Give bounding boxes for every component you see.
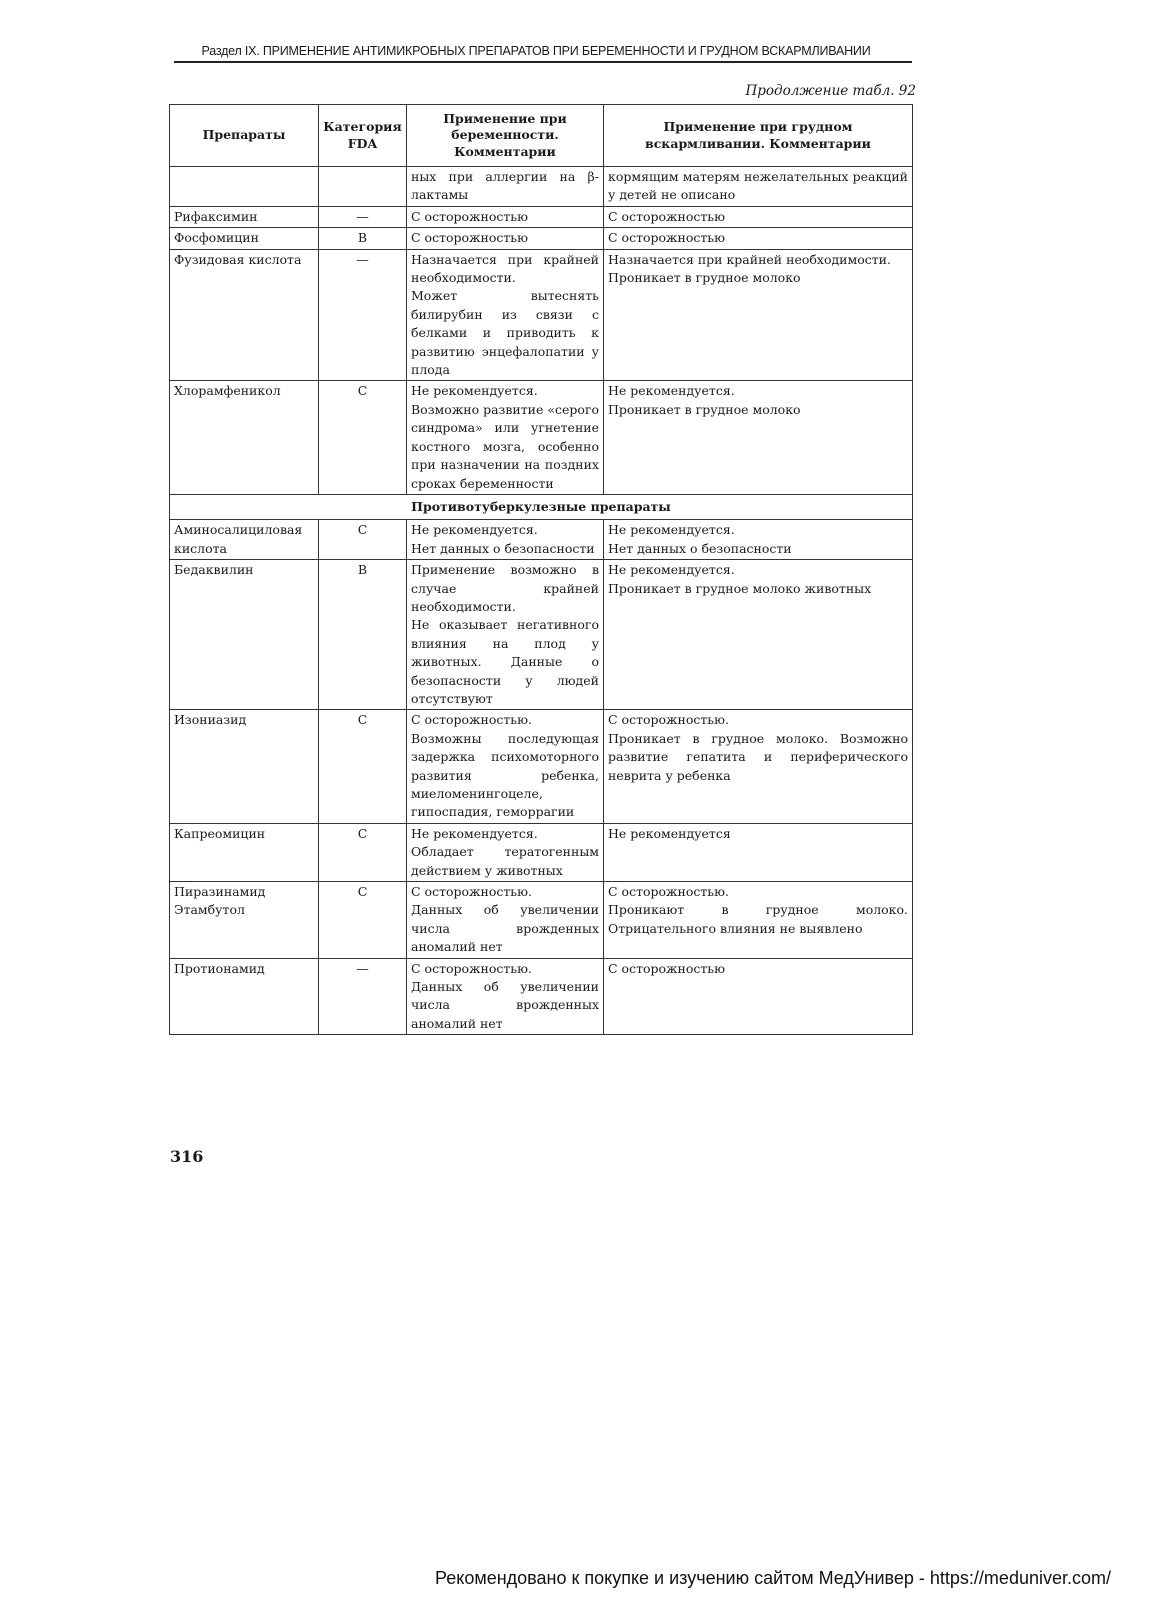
cell-text: Проникает в грудное молоко: [608, 401, 801, 417]
cell-pregnancy: [407, 381, 604, 494]
table-row: [170, 710, 913, 823]
cell-fda: C: [319, 381, 407, 494]
cell-text: Не рекомендуется.: [411, 383, 538, 399]
cell-text: Нет данных о безопасности: [608, 540, 792, 556]
page-number: 316: [170, 1147, 204, 1166]
cell-fda: C: [319, 520, 407, 560]
header-pregnancy: Применение при беременности. Комментарии: [407, 105, 604, 167]
cell-text: С осторожностью.: [411, 884, 532, 900]
cell-pregnancy: [407, 206, 604, 227]
cell-drug: [170, 167, 319, 207]
drug-table: [169, 104, 913, 1035]
cell-text: С осторожностью.: [411, 712, 532, 728]
cell-text: Не рекомендуется.: [411, 825, 538, 841]
cell-breastfeeding: [604, 958, 913, 1035]
cell-pregnancy: [407, 228, 604, 249]
cell-fda: —: [319, 958, 407, 1035]
table-row-continued: [170, 167, 913, 207]
cell-text: Данных об увеличении числа врожденных аномалий нет: [411, 902, 599, 955]
cell-breastfeeding: [604, 560, 913, 710]
cell-drug: Изониазид: [170, 710, 319, 823]
cell-text: С осторожностью: [608, 230, 725, 246]
cell-pregnancy: [407, 710, 604, 823]
table-row: [170, 520, 913, 560]
cell-fda: C: [319, 710, 407, 823]
cell-drug: Бедаквилин: [170, 560, 319, 710]
table-row: [170, 206, 913, 227]
cell-breastfeeding: [604, 381, 913, 494]
cell-text: Возможно развитие «серого синдрома» или угнетение костного мозга, особенно при назначении на поздних сроках беременности: [411, 401, 600, 491]
table-row: [170, 882, 913, 959]
cell-text: Обладает тератогенным действием у животных: [411, 844, 599, 878]
cell-text: С осторожностью: [608, 960, 725, 976]
cell-breastfeeding: [604, 520, 913, 560]
table-header-row: [170, 105, 913, 167]
cell-text: Не рекомендуется.: [411, 522, 538, 538]
cell-fda: —: [319, 206, 407, 227]
cell-pregnancy: [407, 958, 604, 1035]
cell-text: Может вытеснять билирубин из связи с белками и приводить к развитию энцефалопатии у плода: [411, 288, 599, 378]
cell-breastfeeding: [604, 882, 913, 959]
cell-drug: Аминосалициловая кислота: [170, 520, 319, 560]
cell-text: Применение возможно в случае крайней необходимости.: [411, 562, 599, 614]
table-row: [170, 381, 913, 494]
cell-fda: B: [319, 228, 407, 249]
cell-text: Проникает в грудное молоко: [608, 270, 801, 286]
header-breastfeeding: Применение при грудном вскармливании. Комментарии: [604, 105, 913, 167]
table-continuation-label: Продолжение табл. 92: [745, 83, 916, 99]
cell-breastfeeding: кормящим матерям нежелательных реакций у детей не описано: [604, 167, 913, 207]
cell-drug: Хлорамфеникол: [170, 381, 319, 494]
table-row: [170, 228, 913, 249]
cell-drug: Фосфомицин: [170, 228, 319, 249]
cell-text: Не оказывает негативного влияния на плод у животных. Данные о безопасности у людей отсутствуют: [411, 617, 599, 706]
cell-pregnancy: [407, 823, 604, 881]
cell-breastfeeding: [604, 823, 913, 881]
cell-pregnancy: [407, 249, 604, 381]
cell-text: С осторожностью: [608, 208, 725, 224]
cell-text: С осторожностью.: [411, 960, 532, 976]
cell-breastfeeding: [604, 206, 913, 227]
cell-text: Проникают в грудное молоко. Отрицательного влияния не выявлено: [608, 902, 908, 936]
cell-pregnancy: [407, 520, 604, 560]
table-section-row: [170, 494, 913, 519]
cell-breastfeeding: [604, 228, 913, 249]
cell-text: Возможны последующая задержка психомоторного развития ребенка, миеломенингоцеле, гипоспадия, геморрагии: [411, 730, 599, 820]
cell-breastfeeding: [604, 710, 913, 823]
footer-watermark-text: Рекомендовано к покупке и изучению сайтом МедУнивер - https://meduniver.com/: [435, 1568, 1111, 1588]
cell-pregnancy: [407, 882, 604, 959]
cell-drug: Пиразинамид Этамбутол: [170, 882, 319, 959]
cell-text: Не рекомендуется.: [608, 522, 735, 538]
cell-fda: C: [319, 823, 407, 881]
table-row: [170, 823, 913, 881]
cell-drug: Рифаксимин: [170, 206, 319, 227]
cell-text: С осторожностью: [411, 208, 528, 224]
cell-text: Нет данных о безопасности: [411, 540, 595, 556]
table-row: [170, 249, 913, 381]
cell-pregnancy: [407, 560, 604, 710]
cell-text: Проникает в грудное молоко животных: [608, 580, 872, 596]
cell-text: Назначается при крайней необходимости.: [608, 251, 891, 267]
cell-text: Не рекомендуется: [608, 825, 731, 841]
cell-text: Данных об увеличении числа врожденных аномалий нет: [411, 979, 599, 1031]
cell-drug: Капреомицин: [170, 823, 319, 881]
cell-fda: —: [319, 249, 407, 381]
header-rule: [174, 61, 912, 63]
cell-text: Назначается при крайней необходимости.: [411, 251, 599, 286]
cell-fda: [319, 167, 407, 207]
table-row: [170, 958, 913, 1035]
cell-text: С осторожностью.: [608, 712, 729, 728]
cell-breastfeeding: [604, 249, 913, 381]
table-row: [170, 560, 913, 710]
cell-drug: Протионамид: [170, 958, 319, 1035]
cell-pregnancy: ных при аллергии на β-лактамы: [407, 167, 604, 207]
header-drug: Препараты: [170, 105, 319, 167]
cell-fda: B: [319, 560, 407, 710]
header-fda: Категория FDA: [319, 105, 407, 167]
cell-text: Не рекомендуется.: [608, 562, 735, 578]
cell-text: Не рекомендуется.: [608, 383, 735, 399]
cell-fda: C: [319, 882, 407, 959]
section-title: Противотуберкулезные препараты: [170, 494, 913, 519]
cell-text: Проникает в грудное молоко. Возможно развитие гепатита и периферического неврита у ребенка: [608, 730, 908, 783]
cell-text: С осторожностью: [411, 230, 528, 246]
cell-drug: Фузидовая кислота: [170, 249, 319, 381]
cell-text: С осторожностью.: [608, 884, 729, 900]
running-header: Раздел IX. ПРИМЕНЕНИЕ АНТИМИКРОБНЫХ ПРЕПАРАТОВ ПРИ БЕРЕМЕННОСТИ И ГРУДНОМ ВСКАРМЛИВАНИИ: [201, 44, 871, 58]
